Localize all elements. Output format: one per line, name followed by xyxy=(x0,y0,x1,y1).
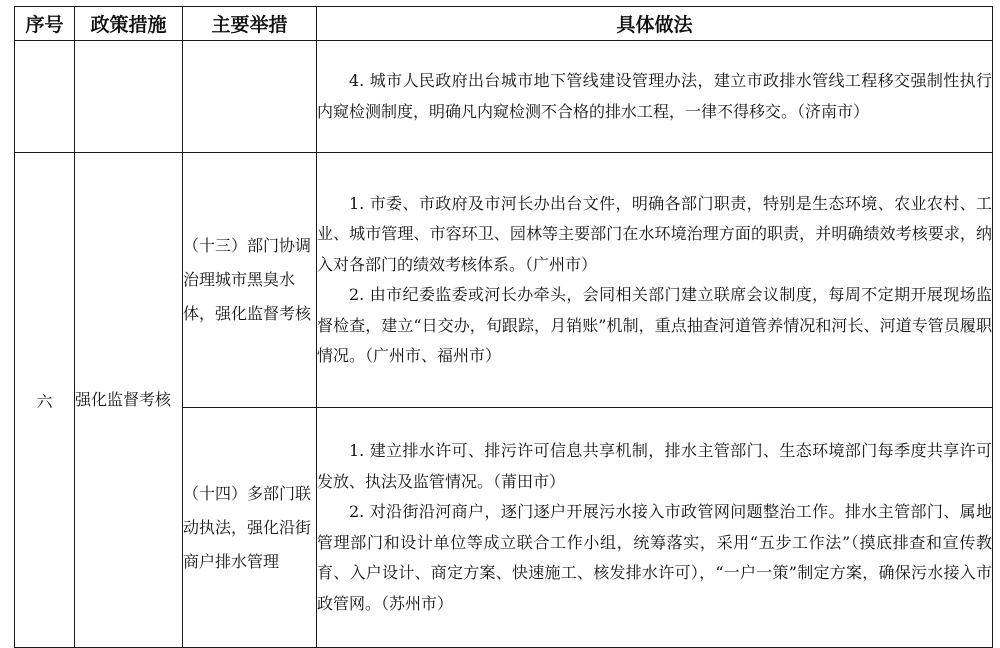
header-policy: 政策措施 xyxy=(75,7,183,41)
detail-cell-continued xyxy=(317,41,993,153)
table-row-13 xyxy=(15,153,993,408)
detail-cell-14 xyxy=(317,408,993,648)
policy-table xyxy=(14,6,993,648)
detail-paragraph: 1. 市委、市政府及市河长办出台文件，明确各部门职责，特别是生态环境、农业农村、工业、城市管理、市容环卫、园林等主要部门在水环境治理方面的职责，并明确绩效考核要求，纳入对各部门的绩效考核体系。（广州市） xyxy=(317,193,992,274)
header-action: 主要举措 xyxy=(183,7,317,41)
action-cell-14: （十四）多部门联动执法，强化沿街商户排水管理 xyxy=(183,408,317,648)
header-row xyxy=(15,7,993,41)
policy-cell: 强化监督考核 xyxy=(75,153,183,648)
detail-paragraph: 4. 城市人民政府出台城市地下管线建设管理办法，建立市政排水管线工程移交强制性执行内窥检测制度，明确凡内窥检测不合格的排水工程，一律不得移交。（济南市） xyxy=(317,71,992,121)
header-detail: 具体做法 xyxy=(317,7,993,41)
seq-cell: 六 xyxy=(15,153,75,648)
header-seq: 序号 xyxy=(15,7,75,41)
detail-paragraph: 1. 建立排水许可、排污许可信息共享机制，排水主管部门、生态环境部门每季度共享许可发放、执法及监管情况。（莆田市） xyxy=(317,441,992,491)
table-row-continued xyxy=(15,41,993,153)
policy-cell-empty xyxy=(75,41,183,153)
detail-cell-13 xyxy=(317,153,993,408)
detail-paragraph: 2. 对沿街沿河商户，逐门逐户开展污水接入市政管网问题整治工作。排水主管部门、属地管理部门和设计单位等成立联合工作小组，统筹落实，采用“五步工作法”（摸底排查和宣传教育、入户设计、商定方案、快速施工、核发排水许可），“一户一策”制定方案，确保污水接入市政管网。（苏州市） xyxy=(317,502,992,613)
detail-paragraph: 2. 由市纪委监委或河长办牵头，会同相关部门建立联席会议制度，每周不定期开展现场监督检查，建立“日交办，旬跟踪，月销账”机制，重点抽查河道管养情况和河长、河道专管员履职情况。（广州市、福州市） xyxy=(317,285,992,365)
seq-cell-empty xyxy=(15,41,75,153)
action-cell-13: （十三）部门协调治理城市黑臭水体，强化监督考核 xyxy=(183,153,317,408)
action-cell-empty xyxy=(183,41,317,153)
